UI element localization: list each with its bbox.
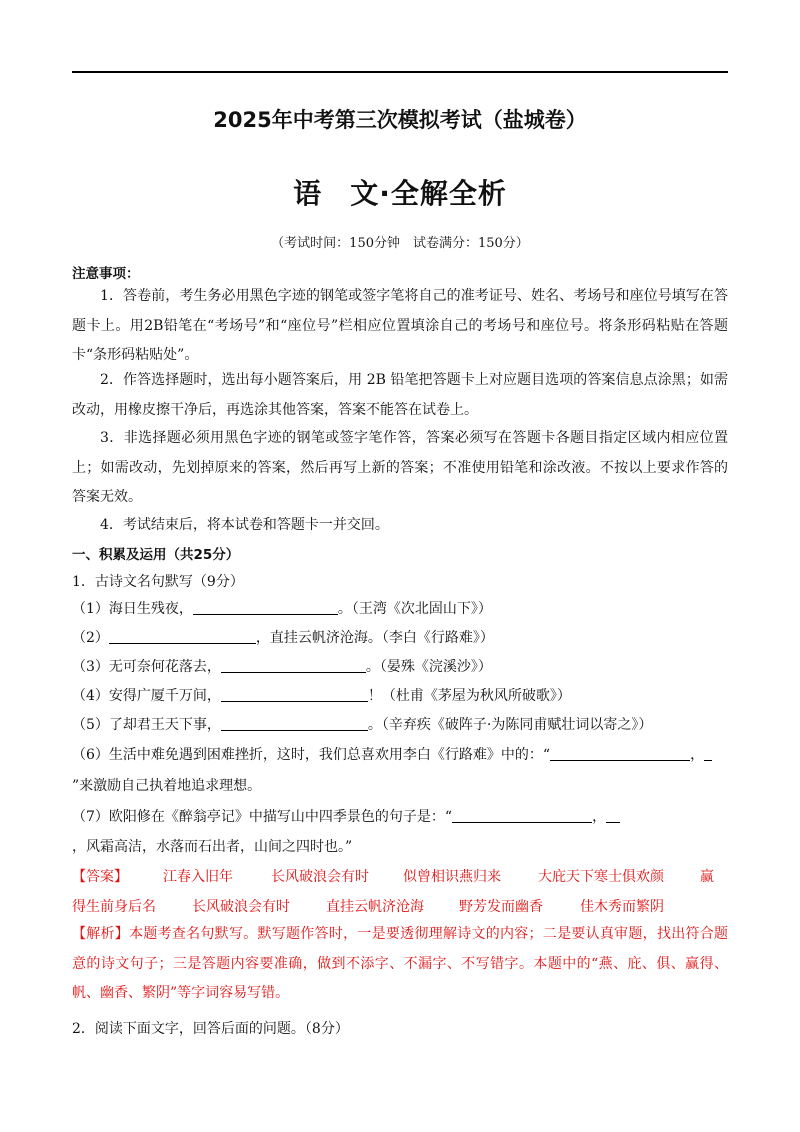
fill-line-5 [72, 714, 728, 734]
fill-line-4-post: ！（杜甫《茅屋为秋风所破歌》） [367, 688, 571, 704]
question-7-cont: ，风霜高洁，水落而石出者，山间之四时也。” [72, 839, 353, 855]
explanation-text: 本题考查名句默写。默写题作答时，一是要透彻理解诗文的内容；二是要认真审题，找出符合题意的诗文句子；三是答题内容要准确，做到不添字、不漏字、不写错字。本题中的“燕、庇、俱、赢得、帆、幽香、繁阴”等字词容易写错。 [72, 926, 729, 1001]
notice-item-2: 2．作答选择题时，选出每小题答案后，用 2B 铅笔把答题卡上对应题目选项的答案信息点涂黑；如需改动，用橡皮擦干净后，再选涂其他答案，答案不能答在试卷上。 [72, 372, 728, 418]
top-rule [72, 71, 728, 73]
question-6 [72, 744, 728, 764]
answer-item: 大庇天下寒士俱欢颜 [538, 869, 664, 885]
fill-blank [221, 687, 368, 702]
answer-label: 【答案】 [72, 869, 128, 885]
fill-blank [221, 716, 368, 731]
question-2: 2．阅读下面文字，回答后面的问题。（8分） [72, 1021, 349, 1037]
question-7 [72, 806, 728, 826]
subject-a: 语 [293, 177, 323, 210]
answer-item: 赢 [700, 869, 714, 885]
answer-item: 佳木秀而繁阴 [580, 899, 664, 915]
fill-blank [704, 746, 712, 761]
fill-blank [193, 600, 338, 615]
answer-item: 江春入旧年 [163, 869, 233, 885]
question-1: 1．古诗文名句默写（9分） [72, 574, 244, 590]
fill-line-1 [72, 598, 728, 618]
fill-line-4-pre: （4）安得广厦千万间， [72, 688, 221, 704]
fill-blank [606, 808, 620, 823]
answer-item: 似曾相识燕归来 [403, 869, 501, 885]
fill-line-3-pre: （3）无可奈何花落去， [72, 659, 221, 675]
answer-item: 长风破浪会有时 [192, 899, 290, 915]
question-7-comma: ， [592, 809, 607, 825]
fill-blank [221, 658, 366, 673]
question-6-text: （6）生活中难免遇到困难挫折，这时，我们总喜欢用李白《行路难》中的：“ [72, 747, 551, 763]
fill-line-2-pre: （2） [72, 630, 109, 646]
fill-line-3 [72, 656, 728, 676]
fill-blank [109, 629, 256, 644]
fill-line-5-pre: （5）了却君王天下事， [72, 717, 221, 733]
fill-line-2-post: ，直挂云帆济沧海。（李白《行路难》） [255, 630, 494, 646]
question-6-cont: ”来激励自己执着地追求理想。 [72, 778, 262, 794]
answer-item: 得生前身后名 [72, 899, 156, 915]
fill-line-2 [72, 627, 728, 647]
notice-item-3: 3．非选择题必须用黑色字迹的钢笔或签字笔作答，答案必须写在答题卡各题目指定区域内相应位置上；如需改动，先划掉原来的答案，然后再写上新的答案；不准使用铅笔和涂改液。不按以上要求作答的答案无效。 [72, 430, 728, 505]
explanation-label: 【解析】 [72, 926, 130, 942]
notice-item-1: 1．答卷前，考生务必用黑色字迹的钢笔或签字笔将自己的准考证号、姓名、考场号和座位号填写在答题卡上。用2B铅笔在“考场号”和“座位号”栏相应位置填涂自己的考场号和座位号。将条形码粘贴在答题卡“条形码粘贴处”。 [72, 288, 728, 363]
fill-blank [452, 808, 592, 823]
answer-item: 直挂云帆济沧海 [326, 899, 424, 915]
subject-title [0, 172, 800, 212]
answer-item: 长风破浪会有时 [271, 869, 369, 885]
notice-heading: 注意事项： [72, 266, 140, 282]
subject-b: 文·全解全析 [350, 177, 507, 210]
question-6-comma: ， [690, 747, 705, 763]
answer-item: 野芳发而幽香 [459, 899, 543, 915]
fill-line-1-post: 。（王湾《次北固山下》） [337, 601, 492, 617]
fill-blank [550, 746, 690, 761]
fill-line-5-post: 。（辛弃疾《破阵子·为陈同甫赋壮词以寄之》） [367, 717, 653, 733]
fill-line-3-post: 。（晏殊《浣溪沙》） [365, 659, 492, 675]
section-heading: 一、积累及运用（共25分） [72, 547, 240, 563]
fill-line-1-pre: （1）海日生残夜， [72, 601, 193, 617]
exam-duration: （考试时间：150分钟 试卷满分：150分） [271, 236, 529, 251]
question-7-text: （7）欧阳修在《醉翁亭记》中描写山中四季景色的句子是：“ [72, 809, 453, 825]
exam-title: 2025年中考第三次模拟考试（盐城卷） [213, 108, 587, 132]
explanation [72, 920, 728, 1009]
notice-item-4: 4．考试结束后，将本试卷和答题卡一并交回。 [100, 517, 389, 533]
fill-line-4 [72, 685, 728, 705]
